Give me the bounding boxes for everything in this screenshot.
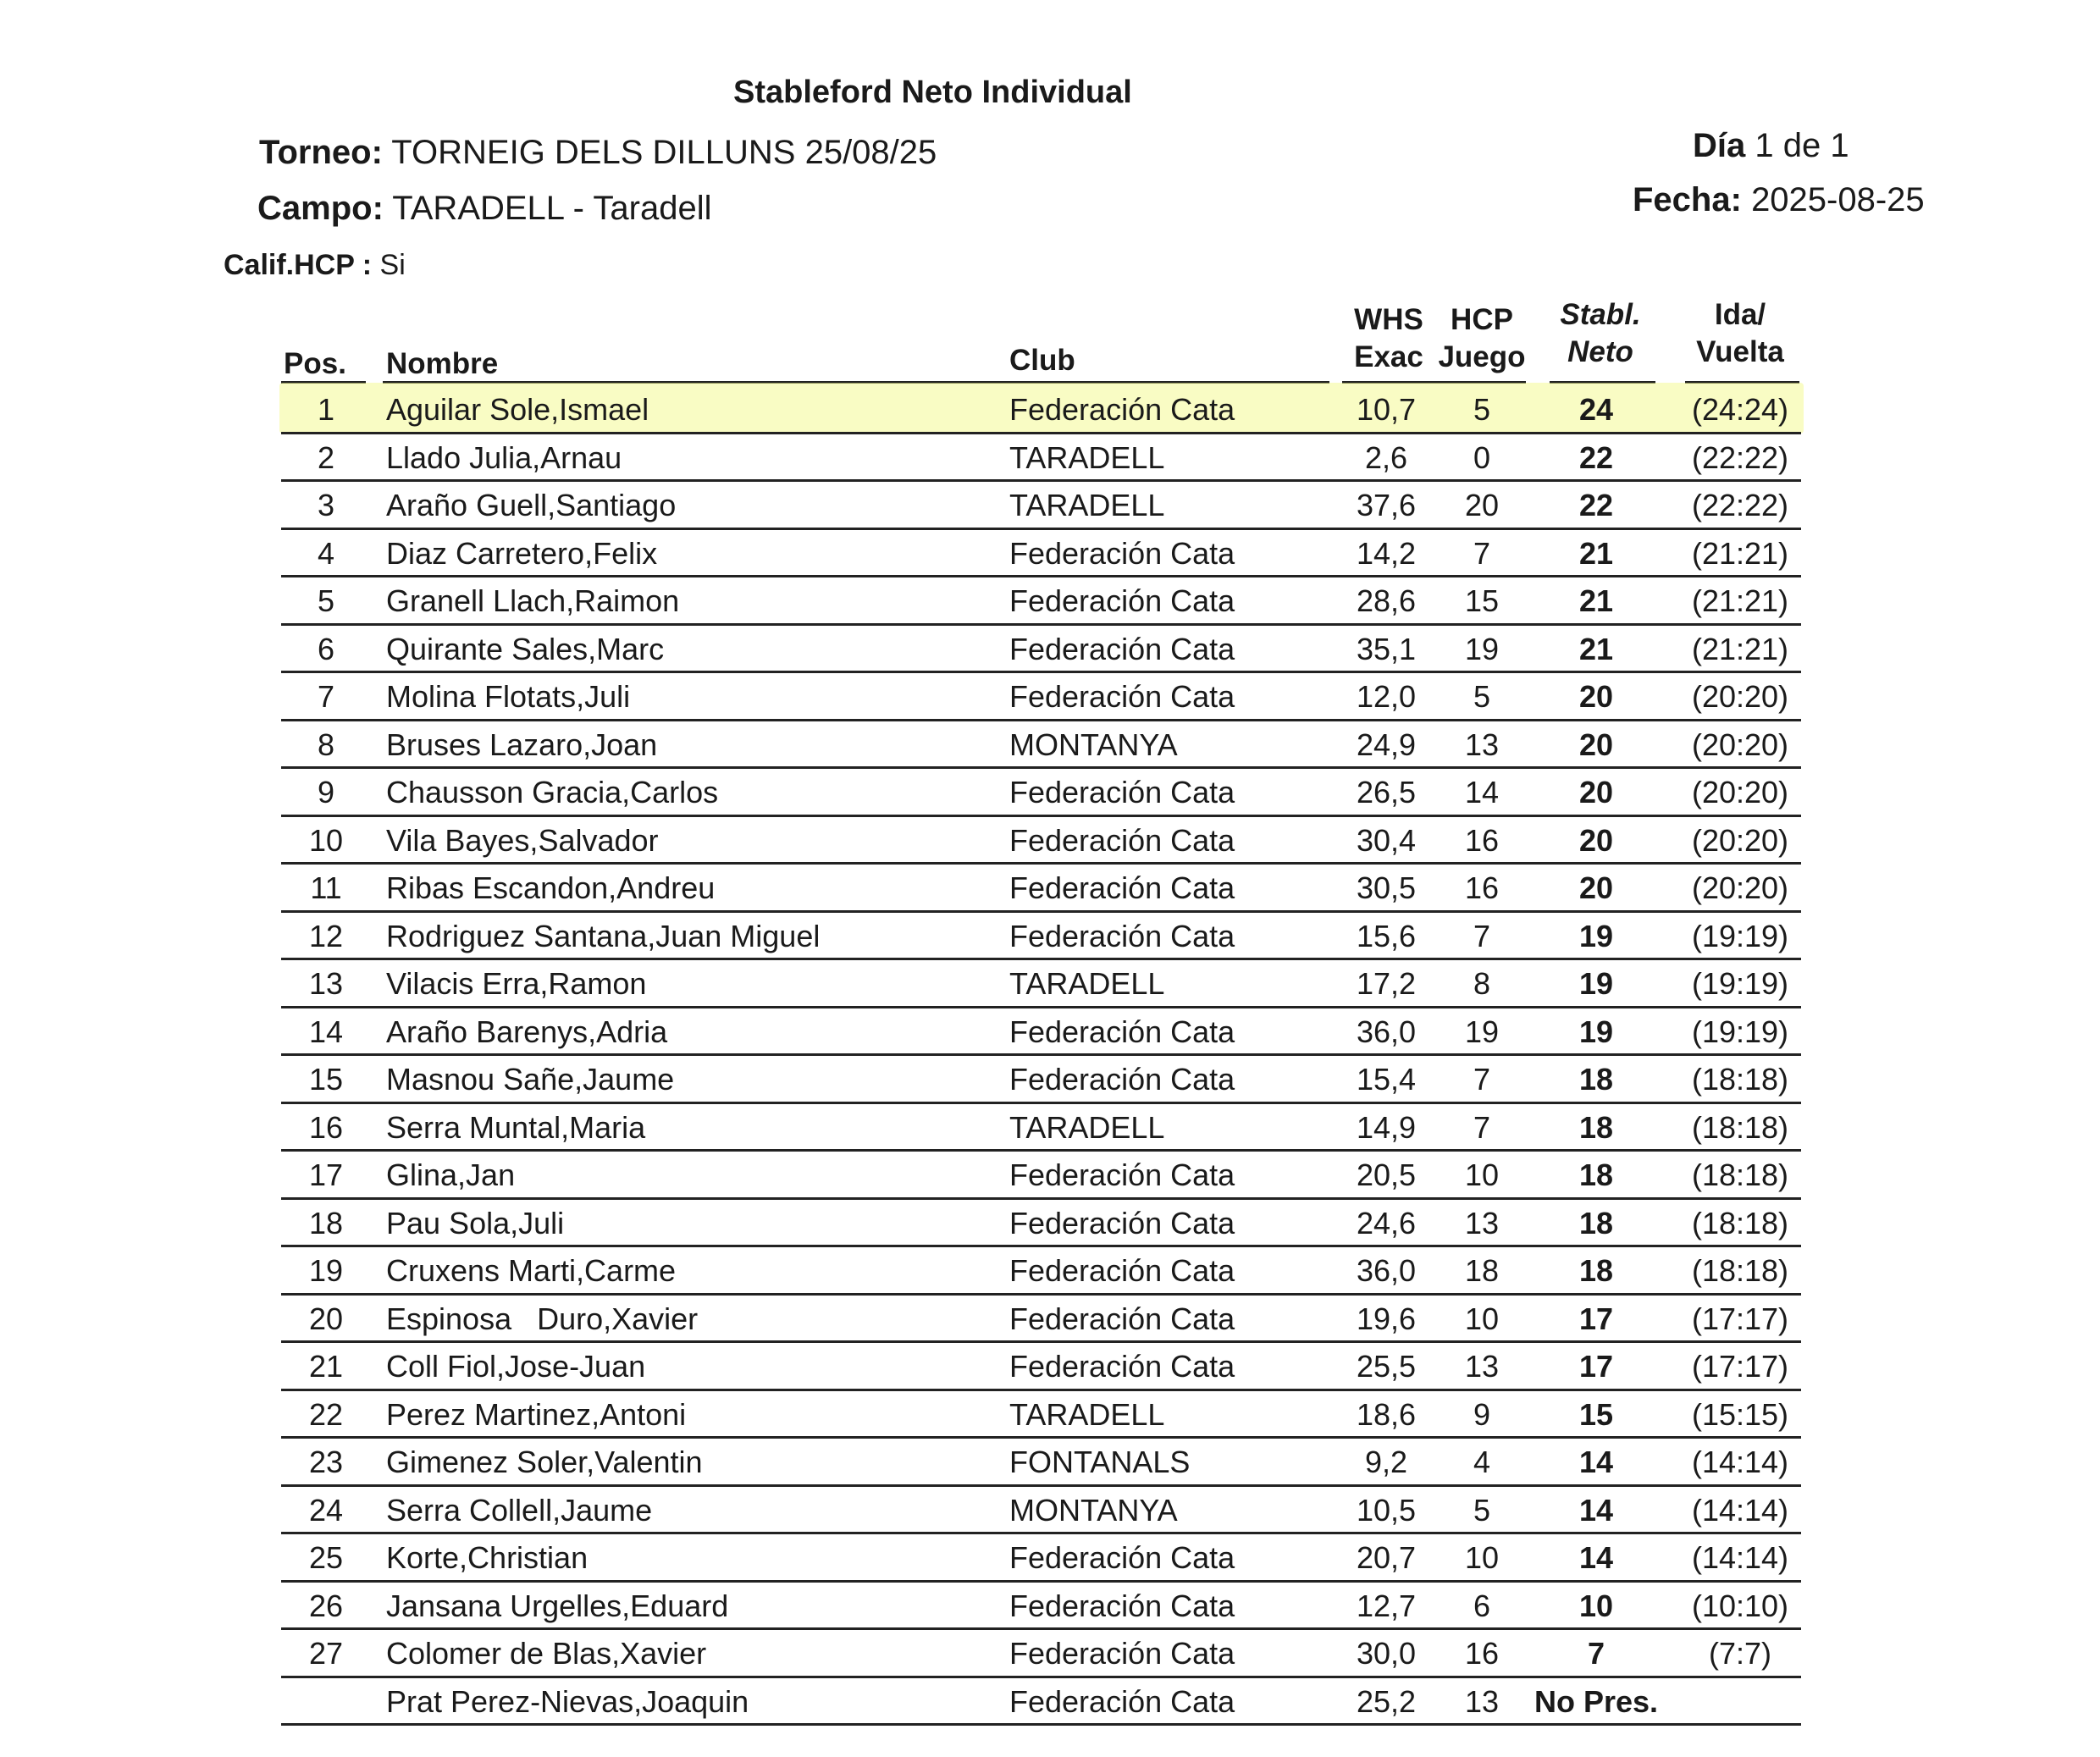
cell-name: Jansana Urgelles,Eduard xyxy=(386,1588,729,1623)
cell-name: Espinosa Duro,Xavier xyxy=(386,1301,699,1336)
cell-whs: 36,0 xyxy=(1356,1014,1417,1049)
cell-whs: 12,7 xyxy=(1356,1588,1417,1623)
cell-hcp: 13 xyxy=(1464,1349,1500,1384)
cell-iv: (22:22) xyxy=(1691,488,1789,522)
table-row xyxy=(0,1439,2100,1487)
cell-iv: (24:24) xyxy=(1691,392,1789,427)
cell-name: Serra Muntal,Maria xyxy=(386,1109,646,1145)
cell-club: Federación Cata xyxy=(1009,918,1235,953)
cell-club: TARADELL xyxy=(1009,1396,1165,1432)
col-iv-line2: Vuelta xyxy=(1696,335,1784,368)
table-row xyxy=(0,1391,2100,1439)
cell-pos: 17 xyxy=(308,1158,344,1192)
table-row xyxy=(0,1343,2100,1391)
cell-stab: 20 xyxy=(1578,727,1614,762)
cell-name: Bruses Lazaro,Joan xyxy=(386,727,658,762)
table-row xyxy=(0,673,2100,721)
cell-whs: 30,4 xyxy=(1356,822,1417,858)
cell-pos: 8 xyxy=(317,727,335,762)
cell-pos: 5 xyxy=(317,583,335,618)
cell-name: Chausson Gracia,Carlos xyxy=(386,775,719,809)
col-iv-line1: Ida/ xyxy=(1714,298,1766,331)
table-row xyxy=(0,530,2100,578)
cell-hcp: 5 xyxy=(1473,679,1491,714)
table-row xyxy=(0,482,2100,530)
cell-hcp: 18 xyxy=(1464,1253,1500,1288)
cell-stab: 17 xyxy=(1578,1349,1614,1384)
cell-club: Federación Cata xyxy=(1009,392,1235,427)
cell-stab: 15 xyxy=(1578,1396,1614,1432)
col-club: Club xyxy=(1009,344,1075,377)
table-row xyxy=(0,386,2100,434)
cell-name: Aguilar Sole,Ismael xyxy=(386,392,649,427)
cell-pos: 11 xyxy=(310,870,342,905)
cell-pos: 19 xyxy=(308,1253,344,1288)
cell-pos: 14 xyxy=(308,1014,344,1049)
cell-whs: 10,7 xyxy=(1356,392,1417,427)
torneo-label: Torneo: xyxy=(259,134,383,171)
cell-hcp: 15 xyxy=(1464,583,1500,618)
cell-stab: 21 xyxy=(1578,535,1614,571)
cell-iv: (21:21) xyxy=(1691,535,1789,571)
cell-iv: (14:14) xyxy=(1691,1540,1789,1575)
table-row xyxy=(0,865,2100,913)
table-row xyxy=(0,721,2100,770)
table-row xyxy=(0,1487,2100,1535)
table-row xyxy=(0,1678,2100,1727)
table-row xyxy=(0,1056,2100,1104)
cell-pos: 13 xyxy=(308,966,344,1001)
cell-iv: (20:20) xyxy=(1691,775,1789,809)
cell-hcp: 14 xyxy=(1464,775,1500,809)
cell-whs: 9,2 xyxy=(1364,1445,1408,1479)
fecha-value: 2025-08-25 xyxy=(1751,181,1925,218)
cell-club: Federación Cata xyxy=(1009,1014,1235,1049)
cell-club: Federación Cata xyxy=(1009,1253,1235,1288)
cell-hcp: 19 xyxy=(1464,631,1500,666)
col-stab-line2: Neto xyxy=(1567,335,1633,368)
cell-whs: 30,0 xyxy=(1356,1636,1417,1671)
cell-pos: 9 xyxy=(317,775,335,809)
cell-club: Federación Cata xyxy=(1009,679,1235,714)
cell-stab: 24 xyxy=(1578,392,1614,427)
table-row xyxy=(0,913,2100,961)
cell-club: Federación Cata xyxy=(1009,1349,1235,1384)
cell-whs: 18,6 xyxy=(1356,1396,1417,1432)
cell-stab: 20 xyxy=(1578,822,1614,858)
cell-name: Molina Flotats,Juli xyxy=(386,679,631,714)
cell-hcp: 16 xyxy=(1464,870,1500,905)
cell-stab: 18 xyxy=(1578,1253,1614,1288)
cell-pos: 12 xyxy=(308,918,344,953)
cell-stab: 14 xyxy=(1578,1445,1614,1479)
cell-hcp: 7 xyxy=(1473,535,1491,571)
cell-name: Granell Llach,Raimon xyxy=(386,583,680,618)
cell-club: TARADELL xyxy=(1009,966,1165,1001)
cell-iv: (22:22) xyxy=(1691,439,1789,475)
cell-club: Federación Cata xyxy=(1009,870,1235,905)
col-hcp-line1: HCP xyxy=(1451,303,1513,336)
cell-stab: 19 xyxy=(1578,966,1614,1001)
table-row xyxy=(0,1008,2100,1057)
cell-iv: (18:18) xyxy=(1691,1109,1789,1145)
cell-club: TARADELL xyxy=(1009,439,1165,475)
cell-hcp: 6 xyxy=(1473,1588,1491,1623)
cell-club: Federación Cata xyxy=(1009,1301,1235,1336)
cell-name: Diaz Carretero,Felix xyxy=(386,535,658,571)
table-row xyxy=(0,1296,2100,1344)
cell-whs: 10,5 xyxy=(1356,1492,1417,1528)
table-row xyxy=(0,1152,2100,1200)
cell-whs: 37,6 xyxy=(1356,488,1417,522)
table-row xyxy=(0,1247,2100,1296)
cell-pos: 2 xyxy=(317,439,335,475)
cell-iv: (18:18) xyxy=(1691,1253,1789,1288)
col-whs-line1: WHS xyxy=(1354,303,1423,336)
cell-whs: 25,5 xyxy=(1356,1349,1417,1384)
cell-iv: (20:20) xyxy=(1691,679,1789,714)
cell-hcp: 0 xyxy=(1473,439,1491,475)
col-stab-line1: Stabl. xyxy=(1560,298,1641,331)
cell-iv: (19:19) xyxy=(1691,1014,1789,1049)
cell-pos: 1 xyxy=(317,392,335,427)
cell-name: Masnou Sañe,Jaume xyxy=(386,1062,675,1097)
cell-whs: 28,6 xyxy=(1356,583,1417,618)
cell-hcp: 16 xyxy=(1464,1636,1500,1671)
cell-pos: 6 xyxy=(317,631,335,666)
cell-club: TARADELL xyxy=(1009,1109,1165,1145)
cell-whs: 26,5 xyxy=(1356,775,1417,809)
cell-club: Federación Cata xyxy=(1009,1062,1235,1097)
cell-whs: 36,0 xyxy=(1356,1253,1417,1288)
cell-club: MONTANYA xyxy=(1009,727,1178,762)
cell-hcp: 5 xyxy=(1473,392,1491,427)
cell-club: Federación Cata xyxy=(1009,1683,1235,1719)
cell-hcp: 13 xyxy=(1464,1205,1500,1240)
cell-club: MONTANYA xyxy=(1009,1492,1178,1528)
cell-pos: 18 xyxy=(308,1205,344,1240)
cell-name: Quirante Sales,Marc xyxy=(386,631,665,666)
fecha-label: Fecha: xyxy=(1633,181,1742,218)
cell-pos: 23 xyxy=(308,1445,344,1479)
cell-whs: 20,7 xyxy=(1356,1540,1417,1575)
cell-iv: (21:21) xyxy=(1691,583,1789,618)
cell-pos: 10 xyxy=(308,822,344,858)
cell-pos: 26 xyxy=(308,1588,344,1623)
cell-whs: 19,6 xyxy=(1356,1301,1417,1336)
col-pos: Pos. xyxy=(284,347,346,380)
cell-whs: 30,5 xyxy=(1356,870,1417,905)
cell-stab: 22 xyxy=(1578,488,1614,522)
cell-pos: 24 xyxy=(308,1492,344,1528)
cell-name: Perez Martinez,Antoni xyxy=(386,1396,687,1432)
cell-whs: 24,9 xyxy=(1356,727,1417,762)
cell-stab: 18 xyxy=(1578,1109,1614,1145)
cell-pos: 25 xyxy=(308,1540,344,1575)
cell-iv: (18:18) xyxy=(1691,1205,1789,1240)
table-row xyxy=(0,434,2100,483)
calif-label: Calif.HCP : xyxy=(224,249,373,281)
cell-hcp: 20 xyxy=(1464,488,1500,522)
report-title: Stableford Neto Individual xyxy=(733,75,1132,110)
cell-club: Federación Cata xyxy=(1009,631,1235,666)
table-row xyxy=(0,577,2100,626)
cell-name: Serra Collell,Jaume xyxy=(386,1492,653,1528)
cell-stab: 18 xyxy=(1578,1205,1614,1240)
cell-hcp: 10 xyxy=(1464,1158,1500,1192)
cell-hcp: 16 xyxy=(1464,822,1500,858)
cell-whs: 20,5 xyxy=(1356,1158,1417,1192)
cell-pos: 20 xyxy=(308,1301,344,1336)
cell-whs: 15,6 xyxy=(1356,918,1417,953)
cell-hcp: 13 xyxy=(1464,727,1500,762)
cell-club: Federación Cata xyxy=(1009,1540,1235,1575)
cell-hcp: 19 xyxy=(1464,1014,1500,1049)
cell-pos: 22 xyxy=(308,1396,344,1432)
cell-iv: (14:14) xyxy=(1691,1492,1789,1528)
cell-pos: 3 xyxy=(317,488,335,522)
cell-hcp: 10 xyxy=(1464,1540,1500,1575)
cell-stab: 18 xyxy=(1578,1062,1614,1097)
row-rule xyxy=(281,1723,1801,1726)
cell-stab: 10 xyxy=(1578,1588,1614,1623)
table-row xyxy=(0,960,2100,1008)
cell-club: FONTANALS xyxy=(1009,1445,1191,1479)
campo-label: Campo: xyxy=(257,190,384,227)
torneo-value: TORNEIG DELS DILLUNS 25/08/25 xyxy=(391,134,937,171)
cell-iv: (19:19) xyxy=(1691,918,1789,953)
cell-stab: 14 xyxy=(1578,1540,1614,1575)
cell-pos: 15 xyxy=(308,1062,344,1097)
cell-pos: 21 xyxy=(308,1349,344,1384)
cell-name: Coll Fiol,Jose-Juan xyxy=(386,1349,646,1384)
dia-label: Día xyxy=(1693,127,1746,164)
cell-iv: (17:17) xyxy=(1691,1349,1789,1384)
cell-name: Cruxens Marti,Carme xyxy=(386,1253,677,1288)
table-row xyxy=(0,817,2100,865)
cell-stab: 18 xyxy=(1578,1158,1614,1192)
table-row xyxy=(0,769,2100,817)
cell-club: Federación Cata xyxy=(1009,1636,1235,1671)
table-row xyxy=(0,1534,2100,1583)
cell-iv: (20:20) xyxy=(1691,822,1789,858)
cell-iv: (10:10) xyxy=(1691,1588,1789,1623)
col-hcp-line2: Juego xyxy=(1438,340,1526,373)
cell-hcp: 4 xyxy=(1473,1445,1491,1479)
cell-stab: 19 xyxy=(1578,918,1614,953)
table-row xyxy=(0,1200,2100,1248)
cell-pos: 4 xyxy=(317,535,335,571)
cell-iv: (21:21) xyxy=(1691,631,1789,666)
cell-iv: (20:20) xyxy=(1691,727,1789,762)
cell-iv: (17:17) xyxy=(1691,1301,1789,1336)
cell-iv: (20:20) xyxy=(1691,870,1789,905)
cell-hcp: 7 xyxy=(1473,1109,1491,1145)
cell-stab: 21 xyxy=(1578,631,1614,666)
cell-name: Llado Julia,Arnau xyxy=(386,439,622,475)
cell-hcp: 13 xyxy=(1464,1683,1500,1719)
cell-stab: 20 xyxy=(1578,870,1614,905)
cell-whs: 17,2 xyxy=(1356,966,1417,1001)
cell-stab: 20 xyxy=(1578,775,1614,809)
cell-club: Federación Cata xyxy=(1009,1588,1235,1623)
campo-value: TARADELL - Taradell xyxy=(392,190,712,227)
cell-club: Federación Cata xyxy=(1009,775,1235,809)
cell-name: Gimenez Soler,Valentin xyxy=(386,1445,703,1479)
cell-name: Rodriguez Santana,Juan Miguel xyxy=(386,918,821,953)
cell-stab: No Pres. xyxy=(1534,1683,1659,1719)
cell-club: Federación Cata xyxy=(1009,1158,1235,1192)
cell-stab: 22 xyxy=(1578,439,1614,475)
cell-pos: 27 xyxy=(308,1636,344,1671)
cell-iv: (18:18) xyxy=(1691,1158,1789,1192)
cell-stab: 20 xyxy=(1578,679,1614,714)
cell-pos: 16 xyxy=(308,1109,344,1145)
cell-stab: 14 xyxy=(1578,1492,1614,1528)
col-nombre: Nombre xyxy=(386,347,499,380)
cell-name: Vila Bayes,Salvador xyxy=(386,822,659,858)
cell-whs: 25,2 xyxy=(1356,1683,1417,1719)
col-whs-line2: Exac xyxy=(1354,340,1423,373)
cell-club: Federación Cata xyxy=(1009,583,1235,618)
cell-hcp: 9 xyxy=(1473,1396,1491,1432)
cell-iv: (15:15) xyxy=(1691,1396,1789,1432)
cell-club: Federación Cata xyxy=(1009,822,1235,858)
cell-hcp: 8 xyxy=(1473,966,1491,1001)
cell-name: Prat Perez-Nievas,Joaquin xyxy=(386,1683,749,1719)
cell-club: Federación Cata xyxy=(1009,535,1235,571)
cell-whs: 35,1 xyxy=(1356,631,1417,666)
table-row xyxy=(0,1630,2100,1678)
table-row xyxy=(0,1583,2100,1631)
cell-club: Federación Cata xyxy=(1009,1205,1235,1240)
cell-hcp: 10 xyxy=(1464,1301,1500,1336)
cell-whs: 14,2 xyxy=(1356,535,1417,571)
cell-whs: 14,9 xyxy=(1356,1109,1417,1145)
cell-name: Ribas Escandon,Andreu xyxy=(386,870,716,905)
cell-club: TARADELL xyxy=(1009,488,1165,522)
cell-iv: (19:19) xyxy=(1691,966,1789,1001)
cell-name: Glina,Jan xyxy=(386,1158,516,1192)
cell-hcp: 7 xyxy=(1473,918,1491,953)
cell-hcp: 5 xyxy=(1473,1492,1491,1528)
cell-name: Korte,Christian xyxy=(386,1540,589,1575)
cell-name: Araño Guell,Santiago xyxy=(386,488,677,522)
cell-iv: (14:14) xyxy=(1691,1445,1789,1479)
cell-whs: 2,6 xyxy=(1364,439,1408,475)
cell-name: Colomer de Blas,Xavier xyxy=(386,1636,707,1671)
table-row xyxy=(0,626,2100,674)
cell-stab: 21 xyxy=(1578,583,1614,618)
cell-stab: 7 xyxy=(1587,1636,1605,1671)
cell-pos: 7 xyxy=(317,679,335,714)
calif-value: Si xyxy=(379,249,406,281)
cell-name: Pau Sola,Juli xyxy=(386,1205,565,1240)
dia-value: 1 de 1 xyxy=(1755,127,1849,164)
cell-name: Vilacis Erra,Ramon xyxy=(386,966,647,1001)
cell-stab: 19 xyxy=(1578,1014,1614,1049)
cell-hcp: 7 xyxy=(1473,1062,1491,1097)
cell-whs: 12,0 xyxy=(1356,679,1417,714)
cell-iv: (18:18) xyxy=(1691,1062,1789,1097)
cell-whs: 24,6 xyxy=(1356,1205,1417,1240)
cell-stab: 17 xyxy=(1578,1301,1614,1336)
cell-whs: 15,4 xyxy=(1356,1062,1417,1097)
cell-iv: (7:7) xyxy=(1708,1636,1772,1671)
cell-name: Araño Barenys,Adria xyxy=(386,1014,668,1049)
table-row xyxy=(0,1104,2100,1152)
